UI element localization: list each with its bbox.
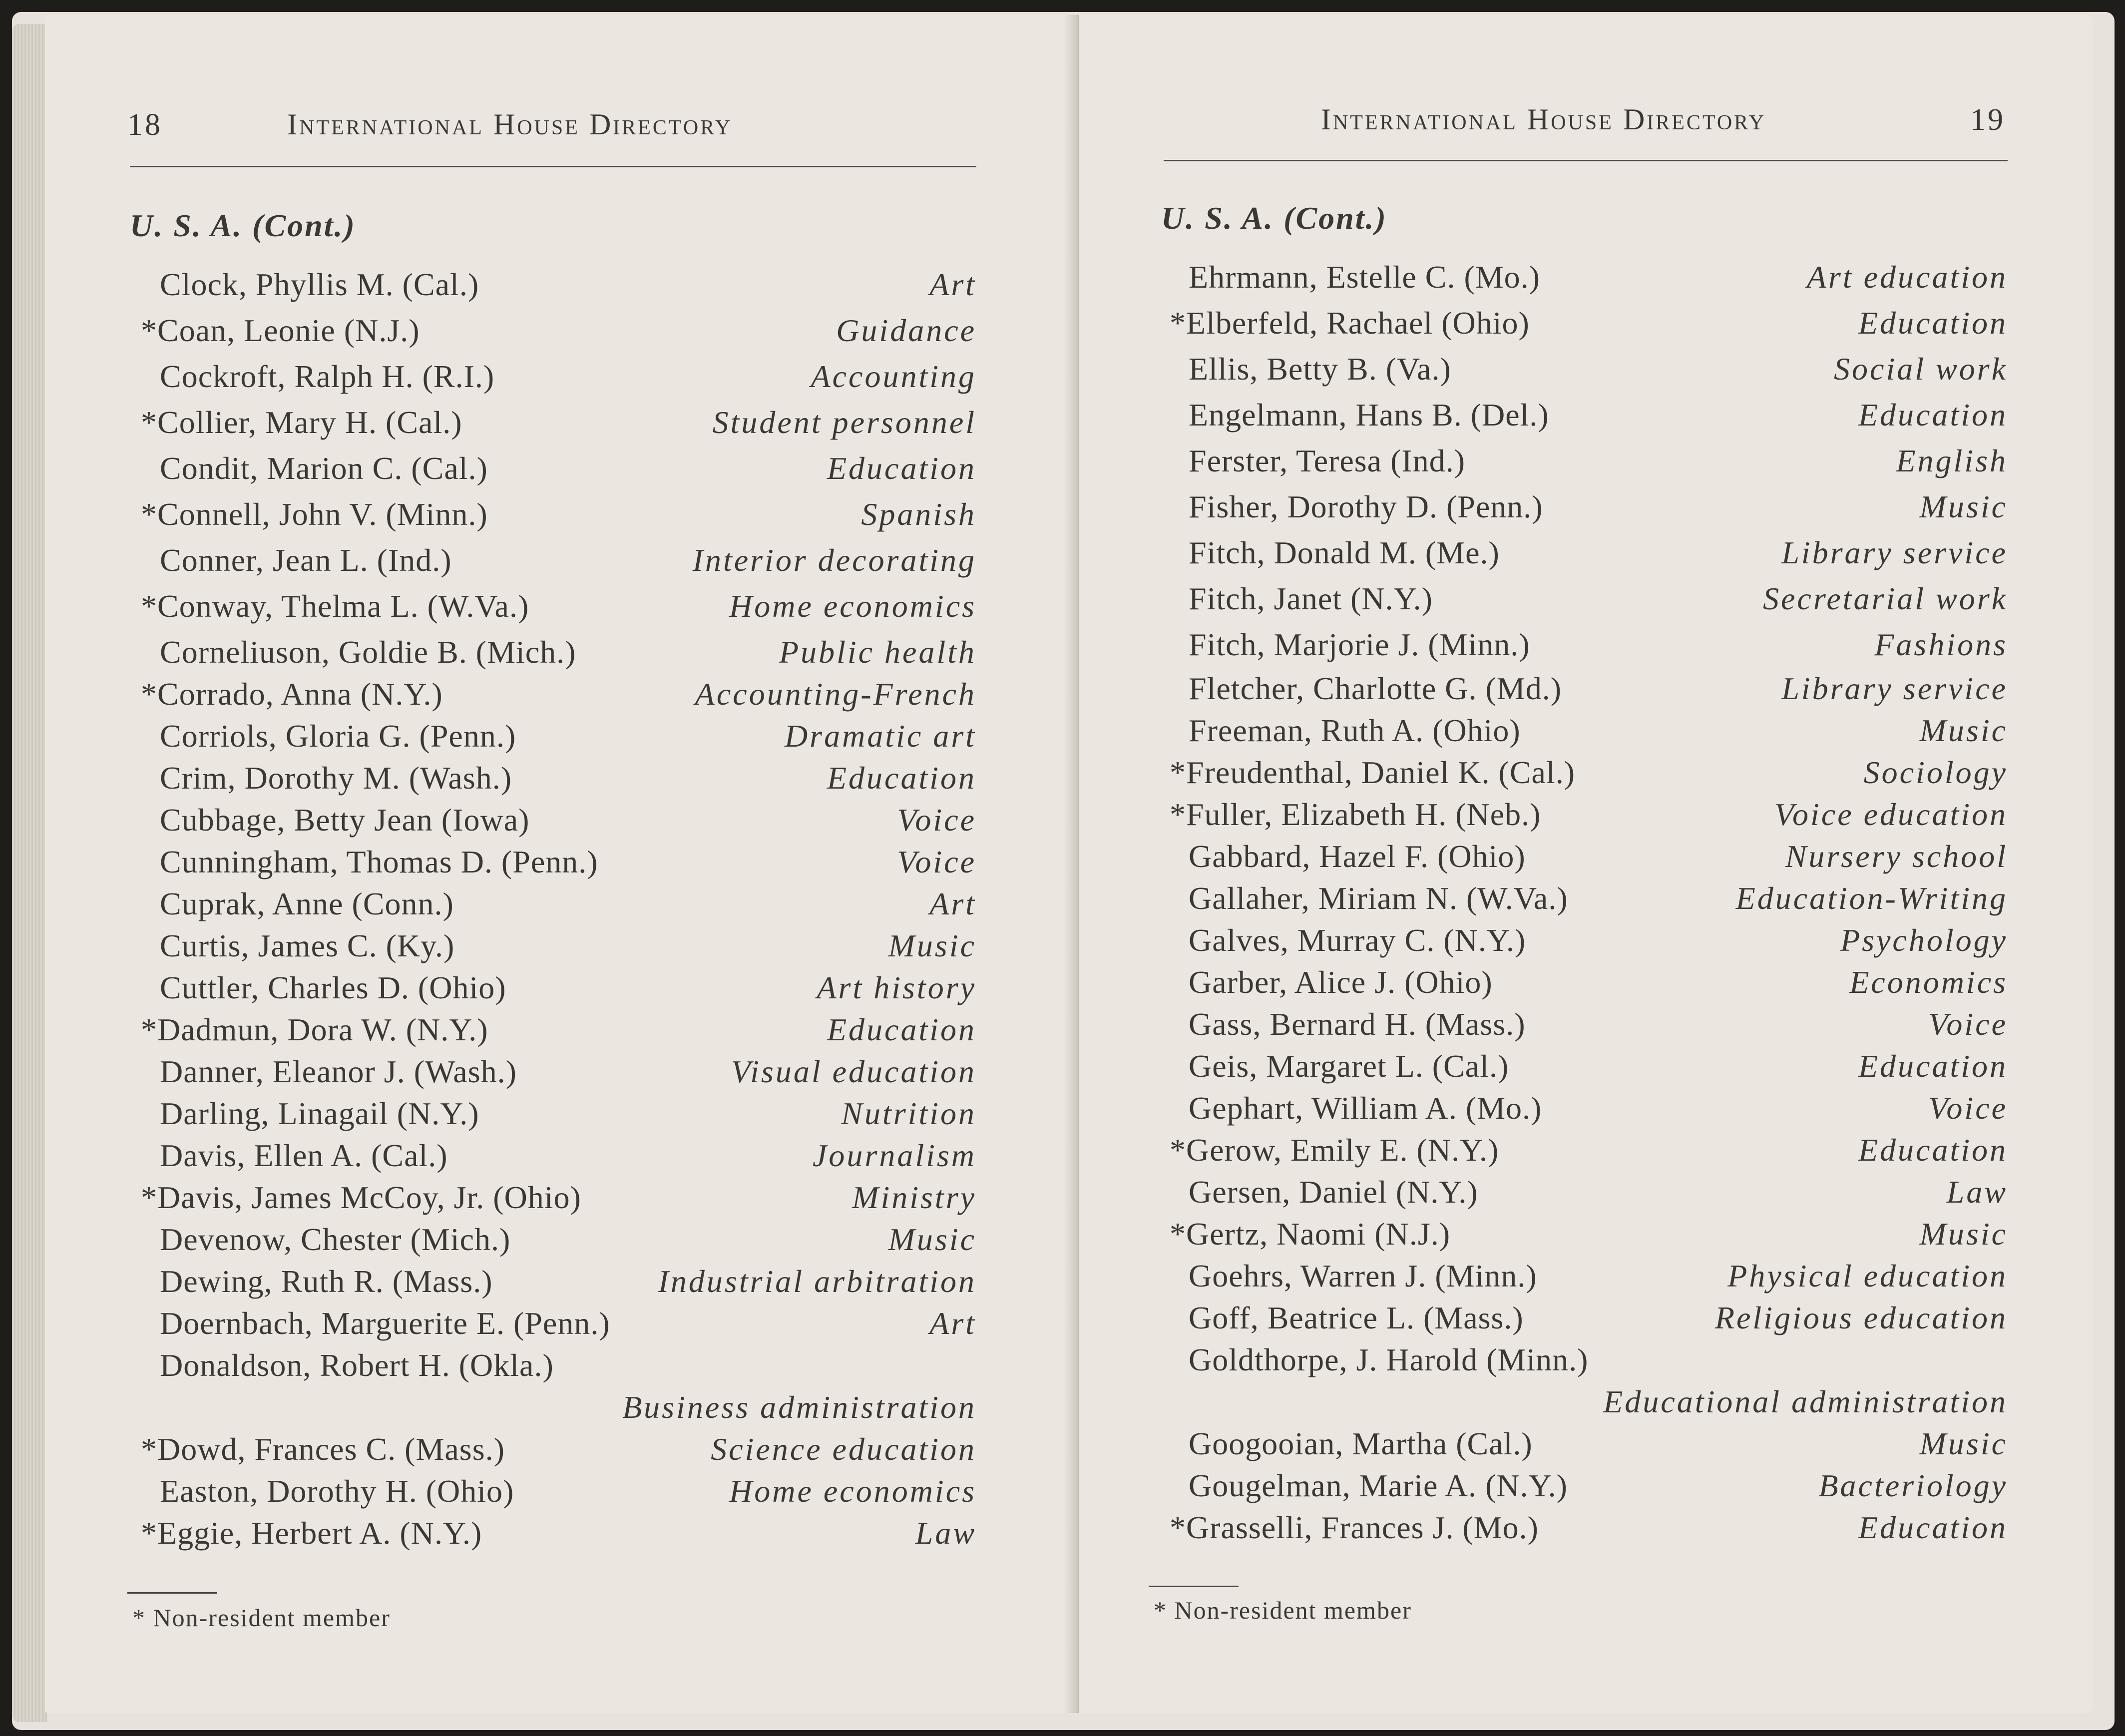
directory-entry xyxy=(141,1429,976,1469)
directory-entry xyxy=(1189,711,2008,751)
directory-entry xyxy=(1189,1466,2008,1506)
directory-entry xyxy=(160,758,976,798)
entry-name: Fletcher, Charlotte G. (Md.) xyxy=(1189,671,1562,706)
entry-field: Education xyxy=(827,450,976,486)
entry-field: Voice xyxy=(897,802,976,838)
entry-name: Darling, Linagail (N.Y.) xyxy=(160,1096,479,1131)
entry-name: Goehrs, Warren J. (Minn.) xyxy=(1189,1258,1537,1294)
page-number: 19 xyxy=(1970,103,2005,137)
directory-entry xyxy=(160,884,976,924)
entry-field: Education xyxy=(1858,1510,2008,1545)
directory-entry xyxy=(160,540,976,580)
directory-entry xyxy=(1189,257,2008,297)
directory-entry xyxy=(141,311,976,351)
directory-entry xyxy=(160,448,976,488)
entry-name: Corriols, Gloria G. (Penn.) xyxy=(160,718,516,754)
directory-entry xyxy=(160,1094,976,1134)
directory-entry xyxy=(1189,1046,2008,1086)
entry-name: Geis, Margaret L. (Cal.) xyxy=(1189,1048,1509,1084)
entry-name: Ehrmann, Estelle C. (Mo.) xyxy=(1189,259,1540,295)
entry-field: Voice xyxy=(897,844,976,879)
entry-field: Secretarial work xyxy=(1763,581,2008,616)
entry-field: Spanish xyxy=(861,496,976,532)
entry-field: Education xyxy=(827,1012,976,1047)
entry-field: Journalism xyxy=(813,1138,976,1173)
entry-field: Nursery school xyxy=(1785,839,2008,874)
entry-name: *Eggie, Herbert A. (N.Y.) xyxy=(141,1515,482,1551)
entry-field: Educational administration xyxy=(1603,1384,2008,1419)
entry-name: *Conway, Thelma L. (W.Va.) xyxy=(141,588,529,624)
directory-entry xyxy=(160,842,976,882)
entry-name: *Elberfeld, Rachael (Ohio) xyxy=(1170,305,1530,341)
directory-entry xyxy=(141,1178,976,1218)
entry-name: *Coan, Leonie (N.J.) xyxy=(141,313,420,348)
entry-field: Voice education xyxy=(1774,797,2008,832)
directory-entry xyxy=(1189,1298,2008,1338)
entry-field: Art xyxy=(929,1305,976,1341)
directory-entry xyxy=(1170,795,2008,835)
entry-name: Cockroft, Ralph H. (R.I.) xyxy=(160,359,495,394)
entry-name: Gephart, William A. (Mo.) xyxy=(1189,1090,1542,1126)
entry-name: Danner, Eleanor J. (Wash.) xyxy=(160,1054,517,1089)
entry-name: *Freudenthal, Daniel K. (Cal.) xyxy=(1170,755,1575,790)
entry-field: Accounting-French xyxy=(695,676,976,712)
directory-entry xyxy=(160,800,976,840)
directory-entry xyxy=(141,1513,976,1553)
entry-field: Music xyxy=(1919,1216,2008,1252)
page-number: 18 xyxy=(127,108,162,142)
directory-entry xyxy=(1189,1424,2008,1464)
running-title: International House Directory xyxy=(287,108,733,141)
entry-field: English xyxy=(1896,443,2008,478)
entry-field: Business administration xyxy=(622,1389,976,1425)
entry-field: Education-Writing xyxy=(1735,880,2008,916)
entry-name: *Grasselli, Frances J. (Mo.) xyxy=(1170,1510,1539,1545)
entry-field: Music xyxy=(1919,489,2008,524)
entry-name: *Connell, John V. (Minn.) xyxy=(141,496,488,532)
entry-name: Goff, Beatrice L. (Mass.) xyxy=(1189,1300,1524,1335)
directory-entry xyxy=(1189,349,2008,389)
entry-field: Home economics xyxy=(729,1473,976,1509)
entry-name: Ferster, Teresa (Ind.) xyxy=(1189,443,1465,478)
directory-entry xyxy=(1189,962,2008,1002)
entry-field: Economics xyxy=(1849,964,2008,1000)
entry-name: *Corrado, Anna (N.Y.) xyxy=(141,676,443,712)
directory-entry xyxy=(1189,837,2008,876)
entry-field: Interior decorating xyxy=(692,542,976,578)
entry-field: Bacteriology xyxy=(1818,1468,2008,1503)
entry-name: Corneliuson, Goldie B. (Mich.) xyxy=(160,634,576,670)
directory-entry xyxy=(1170,303,2008,343)
entry-field: Art xyxy=(929,267,976,302)
directory-entry xyxy=(1170,1130,2008,1170)
directory-entry xyxy=(141,586,976,626)
entry-name: Engelmann, Hans B. (Del.) xyxy=(1189,397,1549,433)
directory-entry xyxy=(160,632,976,672)
entry-field: Music xyxy=(1919,713,2008,748)
entry-field: Law xyxy=(915,1515,976,1551)
directory-entry xyxy=(160,1387,976,1427)
right-page xyxy=(1079,15,2093,1713)
entry-name: Gersen, Daniel (N.Y.) xyxy=(1189,1174,1478,1210)
entry-field: Art xyxy=(929,886,976,921)
entry-field: Fashions xyxy=(1874,627,2008,662)
directory-entry xyxy=(1170,753,2008,793)
directory-entry xyxy=(1189,487,2008,527)
entry-field: Education xyxy=(1858,1048,2008,1084)
right-page-header xyxy=(1321,102,2060,137)
entry-field: Dramatic art xyxy=(785,718,976,754)
entry-name: Cuttler, Charles D. (Ohio) xyxy=(160,970,506,1005)
directory-entry xyxy=(141,1010,976,1050)
entry-name: Dewing, Ruth R. (Mass.) xyxy=(160,1264,493,1299)
directory-entry xyxy=(1189,920,2008,960)
entry-field: Education xyxy=(1858,1132,2008,1168)
entry-name: Ellis, Betty B. (Va.) xyxy=(1189,351,1451,387)
directory-entry xyxy=(141,674,976,714)
directory-entry xyxy=(1189,441,2008,481)
directory-entry xyxy=(160,968,976,1008)
entry-name: Fitch, Janet (N.Y.) xyxy=(1189,581,1433,616)
entry-field: Music xyxy=(888,928,976,963)
entry-name: Freeman, Ruth A. (Ohio) xyxy=(1189,713,1521,748)
directory-entry xyxy=(1189,1382,2008,1422)
directory-entry xyxy=(160,1220,976,1260)
entry-field: Sociology xyxy=(1863,755,2008,790)
directory-entry xyxy=(160,1052,976,1092)
entry-name: Cunningham, Thomas D. (Penn.) xyxy=(160,844,598,879)
entry-name: Gass, Bernard H. (Mass.) xyxy=(1189,1006,1526,1042)
entry-name: Donaldson, Robert H. (Okla.) xyxy=(160,1347,554,1383)
entry-name: Clock, Phyllis M. (Cal.) xyxy=(160,267,479,302)
entry-field: Education xyxy=(1858,305,2008,341)
left-page-header xyxy=(127,107,1026,142)
entry-field: Religious education xyxy=(1714,1300,2008,1335)
entry-name: Devenow, Chester (Mich.) xyxy=(160,1222,511,1257)
footnote: * Non-resident member xyxy=(1154,1596,1412,1624)
entry-name: Garber, Alice J. (Ohio) xyxy=(1189,964,1493,1000)
entry-name: Easton, Dorothy H. (Ohio) xyxy=(160,1473,514,1509)
entry-name: Davis, Ellen A. (Cal.) xyxy=(160,1138,448,1173)
entry-name: *Fuller, Elizabeth H. (Neb.) xyxy=(1170,797,1541,832)
entry-name: Fitch, Marjorie J. (Minn.) xyxy=(1189,627,1530,662)
directory-entry xyxy=(1189,878,2008,918)
page-edges xyxy=(12,24,47,1722)
running-title: International House Directory xyxy=(1321,103,1766,136)
left-page xyxy=(45,15,1074,1713)
entry-field: Social work xyxy=(1834,351,2008,387)
directory-entry xyxy=(1189,1088,2008,1128)
section-heading: U. S. A. (Cont.) xyxy=(1161,200,1387,236)
directory-entry xyxy=(1189,669,2008,709)
directory-entry xyxy=(1170,1214,2008,1254)
entry-name: *Collier, Mary H. (Cal.) xyxy=(141,405,462,440)
entry-name: *Dadmun, Dora W. (N.Y.) xyxy=(141,1012,488,1047)
entry-field: Public health xyxy=(779,634,976,670)
entry-field: Voice xyxy=(1928,1090,2008,1126)
entry-field: Accounting xyxy=(811,359,976,394)
entry-name: Googooian, Martha (Cal.) xyxy=(1189,1426,1533,1461)
entry-name: Conner, Jean L. (Ind.) xyxy=(160,542,452,578)
directory-entry xyxy=(1189,395,2008,435)
entry-field: Law xyxy=(1946,1174,2008,1210)
entry-name: Gabbard, Hazel F. (Ohio) xyxy=(1189,839,1526,874)
directory-entry xyxy=(1189,579,2008,619)
directory-entry xyxy=(141,403,976,442)
entry-field: Student personnel xyxy=(712,405,976,440)
header-rule xyxy=(130,166,976,167)
section-heading: U. S. A. (Cont.) xyxy=(130,208,356,243)
entry-field: Physical education xyxy=(1727,1258,2008,1294)
entry-name: Gallaher, Miriam N. (W.Va.) xyxy=(1189,880,1568,916)
entry-field: Education xyxy=(827,760,976,796)
entry-field: Art education xyxy=(1806,259,2008,295)
entry-name: Cubbage, Betty Jean (Iowa) xyxy=(160,802,530,838)
directory-entry xyxy=(1189,1340,2008,1380)
entry-name: Cuprak, Anne (Conn.) xyxy=(160,886,454,921)
entry-name: Fitch, Donald M. (Me.) xyxy=(1189,535,1500,570)
entry-name: Doernbach, Marguerite E. (Penn.) xyxy=(160,1305,610,1341)
entry-field: Voice xyxy=(1928,1006,2008,1042)
directory-entry xyxy=(160,1136,976,1176)
entry-field: Ministry xyxy=(852,1180,976,1215)
entry-name: Crim, Dorothy M. (Wash.) xyxy=(160,760,512,796)
entry-name: Fisher, Dorothy D. (Penn.) xyxy=(1189,489,1543,524)
entry-name: *Davis, James McCoy, Jr. (Ohio) xyxy=(141,1180,581,1215)
entry-name: Curtis, James C. (Ky.) xyxy=(160,928,455,963)
entry-name: *Dowd, Frances C. (Mass.) xyxy=(141,1431,505,1467)
entry-name: Gougelman, Marie A. (N.Y.) xyxy=(1189,1468,1568,1503)
footnote: * Non-resident member xyxy=(132,1604,391,1632)
entry-field: Industrial arbitration xyxy=(658,1264,976,1299)
directory-entry xyxy=(1170,1508,2008,1548)
directory-entry xyxy=(160,1471,976,1511)
directory-entry xyxy=(1189,1256,2008,1296)
directory-entry xyxy=(160,1303,976,1343)
entry-field: Visual education xyxy=(731,1054,976,1089)
header-rule xyxy=(1164,160,2008,161)
entry-field: Music xyxy=(888,1222,976,1257)
entry-field: Education xyxy=(1858,397,2008,433)
entry-field: Music xyxy=(1919,1426,2008,1461)
directory-entry xyxy=(160,1345,976,1385)
directory-entry xyxy=(160,357,976,397)
directory-entry xyxy=(160,1262,976,1302)
entry-name: *Gerow, Emily E. (N.Y.) xyxy=(1170,1132,1499,1168)
entry-name: Condit, Marion C. (Cal.) xyxy=(160,450,488,486)
entry-name: Galves, Murray C. (N.Y.) xyxy=(1189,922,1526,958)
entry-name: Goldthorpe, J. Harold (Minn.) xyxy=(1189,1342,1589,1377)
entry-field: Library service xyxy=(1781,671,2008,706)
footnote-rule xyxy=(127,1592,217,1594)
entry-name: *Gertz, Naomi (N.J.) xyxy=(1170,1216,1451,1252)
entry-field: Guidance xyxy=(836,313,976,348)
entry-field: Library service xyxy=(1781,535,2008,570)
directory-entry xyxy=(160,716,976,756)
entry-field: Nutrition xyxy=(841,1096,976,1131)
entry-field: Home economics xyxy=(729,588,976,624)
directory-entry xyxy=(160,265,976,305)
directory-entry xyxy=(1189,625,2008,665)
directory-entry xyxy=(1189,1172,2008,1212)
directory-entry xyxy=(141,494,976,534)
entry-field: Art history xyxy=(817,970,976,1005)
entry-field: Psychology xyxy=(1840,922,2008,958)
footnote-rule xyxy=(1149,1586,1239,1587)
directory-entry xyxy=(1189,533,2008,573)
directory-entry xyxy=(1189,1004,2008,1044)
entry-field: Science education xyxy=(711,1431,976,1467)
directory-entry xyxy=(160,926,976,966)
